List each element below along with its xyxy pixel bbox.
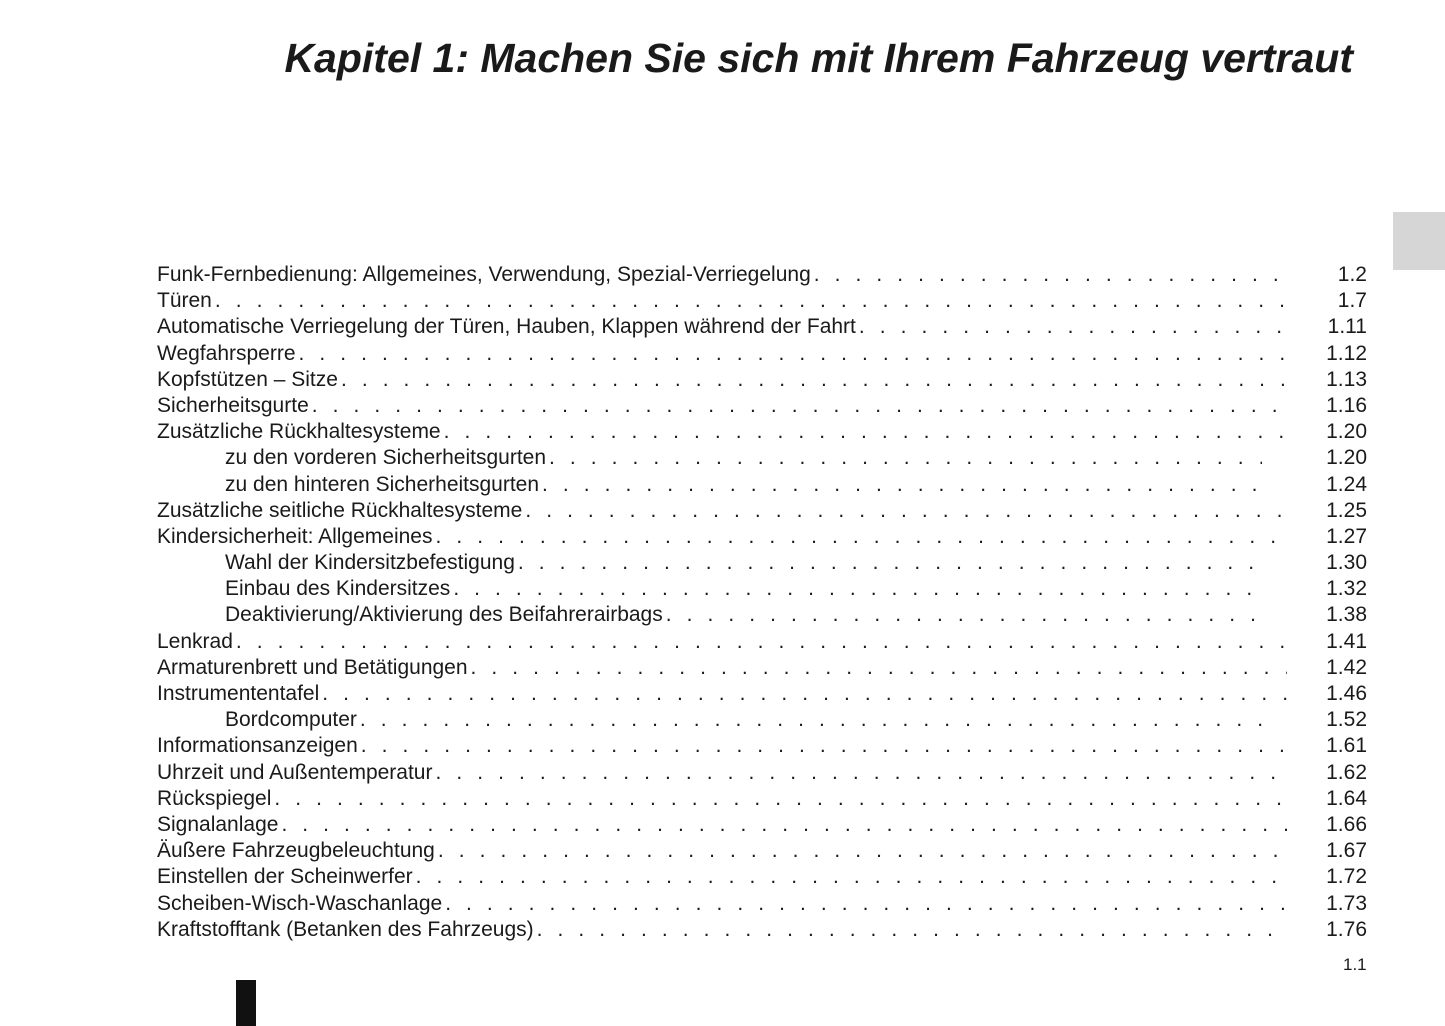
toc-entry-label: Wahl der Kindersitzbefestigung	[225, 551, 515, 575]
toc-entry-page: 1.52	[1326, 708, 1367, 732]
toc-entry[interactable]	[157, 917, 1367, 943]
dot-leader	[341, 367, 1287, 393]
toc-entry-page: 1.66	[1326, 812, 1367, 836]
toc-entry[interactable]	[157, 655, 1367, 681]
toc-entry-label: Sicherheitsgurte	[157, 393, 309, 417]
toc-entry-page: 1.25	[1326, 498, 1367, 522]
toc-entry-label: Bordcomputer	[225, 708, 357, 732]
toc-entry-page: 1.38	[1326, 603, 1367, 627]
toc-entry[interactable]	[157, 498, 1367, 524]
toc-entry[interactable]	[157, 812, 1367, 838]
toc-entry-page: 1.7	[1337, 289, 1367, 313]
toc-entry-label: zu den hinteren Sicherheitsgurten	[225, 472, 540, 496]
table-of-contents	[157, 262, 1367, 943]
toc-subentry[interactable]	[157, 602, 1367, 628]
toc-entry-page: 1.20	[1326, 446, 1367, 470]
dot-leader	[549, 445, 1262, 471]
toc-entry[interactable]	[157, 341, 1367, 367]
dot-leader	[438, 838, 1287, 864]
toc-entry-label: Kraftstofftank (Betanken des Fahrzeugs)	[157, 917, 534, 941]
toc-entry[interactable]	[157, 262, 1367, 288]
dot-leader	[542, 472, 1262, 498]
toc-entry[interactable]	[157, 786, 1367, 812]
dot-leader	[471, 655, 1287, 681]
toc-entry-label: Wegfahrsperre	[157, 341, 296, 365]
toc-entry[interactable]	[157, 314, 1367, 340]
toc-entry-page: 1.32	[1326, 577, 1367, 601]
dot-leader	[312, 393, 1287, 419]
toc-entry[interactable]	[157, 838, 1367, 864]
toc-entry-page: 1.62	[1326, 760, 1367, 784]
toc-subentry[interactable]	[157, 445, 1367, 471]
toc-entry[interactable]	[157, 733, 1367, 759]
dot-leader	[360, 707, 1262, 733]
toc-entry-label: Kopfstützen – Sitze	[157, 367, 338, 391]
dot-leader	[274, 786, 1287, 812]
toc-entry-label: Deaktivierung/Aktivierung des Beifahrerairbags	[225, 603, 663, 627]
toc-entry-page: 1.11	[1327, 315, 1367, 339]
toc-entry-page: 1.73	[1326, 891, 1367, 915]
toc-subentry[interactable]	[157, 576, 1367, 602]
toc-entry-page: 1.27	[1326, 524, 1367, 548]
toc-entry-label: Einstellen der Scheinwerfer	[157, 865, 413, 889]
toc-entry-label: Lenkrad	[157, 629, 233, 653]
dot-leader	[215, 288, 1287, 314]
toc-entry-page: 1.20	[1326, 420, 1367, 444]
chapter-tab	[1393, 212, 1445, 270]
toc-entry-label: Äußere Fahrzeugbeleuchtung	[157, 839, 435, 863]
dot-leader	[445, 891, 1287, 917]
toc-subentry[interactable]	[157, 472, 1367, 498]
edge-marker	[236, 980, 256, 1026]
toc-entry-label: Scheiben-Wisch-Waschanlage	[157, 891, 443, 915]
toc-entry[interactable]	[157, 367, 1367, 393]
dot-leader	[281, 812, 1287, 838]
toc-entry[interactable]	[157, 629, 1367, 655]
toc-entry[interactable]	[157, 288, 1367, 314]
dot-leader	[525, 498, 1287, 524]
dot-leader	[859, 314, 1287, 340]
toc-entry-page: 1.12	[1326, 341, 1367, 365]
toc-entry[interactable]	[157, 681, 1367, 707]
dot-leader	[416, 864, 1287, 890]
dot-leader	[444, 419, 1287, 445]
toc-subentry[interactable]	[157, 707, 1367, 733]
toc-subentry[interactable]	[157, 550, 1367, 576]
toc-entry-label: Signalanlage	[157, 812, 279, 836]
dot-leader	[361, 733, 1287, 759]
chapter-title: Kapitel 1: Machen Sie sich mit Ihrem Fahrzeug vertraut	[284, 35, 1353, 81]
dot-leader	[814, 262, 1287, 288]
toc-entry-label: Instrumententafel	[157, 682, 320, 705]
toc-entry-label: Türen	[157, 289, 212, 313]
dot-leader	[236, 629, 1287, 655]
dot-leader	[435, 524, 1287, 550]
dot-leader	[453, 576, 1262, 602]
toc-entry-label: Uhrzeit und Außentemperatur	[157, 760, 433, 784]
toc-entry-page: 1.24	[1326, 472, 1367, 496]
toc-entry-label: Funk-Fernbedienung: Allgemeines, Verwendung, Spezial-Verriegelung	[157, 263, 811, 286]
toc-entry[interactable]	[157, 760, 1367, 786]
toc-entry-page: 1.67	[1326, 839, 1367, 863]
toc-entry-page: 1.42	[1326, 655, 1367, 679]
toc-entry-page: 1.46	[1326, 682, 1367, 705]
toc-entry[interactable]	[157, 524, 1367, 550]
dot-leader	[537, 917, 1287, 943]
toc-entry-label: Automatische Verriegelung der Türen, Hauben, Klappen während der Fahrt	[157, 315, 856, 339]
toc-entry[interactable]	[157, 864, 1367, 890]
toc-entry-label: Einbau des Kindersitzes	[225, 577, 451, 601]
toc-entry-page: 1.41	[1326, 629, 1367, 653]
toc-entry-label: Rückspiegel	[157, 786, 272, 810]
toc-entry-label: Zusätzliche Rückhaltesysteme	[157, 420, 441, 444]
toc-entry[interactable]	[157, 419, 1367, 445]
toc-entry-page: 1.13	[1326, 367, 1367, 391]
toc-entry-label: Armaturenbrett und Betätigungen	[157, 655, 468, 679]
toc-entry-page: 1.64	[1326, 786, 1367, 810]
dot-leader	[299, 341, 1287, 367]
dot-leader	[322, 681, 1287, 707]
toc-entry[interactable]	[157, 891, 1367, 917]
toc-entry-page: 1.16	[1326, 393, 1367, 417]
toc-entry-page: 1.61	[1326, 734, 1367, 758]
toc-entry-label: Zusätzliche seitliche Rückhaltesysteme	[157, 498, 523, 522]
toc-entry-page: 1.2	[1337, 263, 1367, 286]
toc-entry-page: 1.72	[1326, 865, 1367, 889]
toc-entry[interactable]	[157, 393, 1367, 419]
dot-leader	[435, 760, 1287, 786]
toc-entry-label: Kindersicherheit: Allgemeines	[157, 524, 433, 548]
toc-entry-page: 1.30	[1326, 551, 1367, 575]
dot-leader	[518, 550, 1262, 576]
dot-leader	[666, 602, 1262, 628]
page-number: 1.1	[1343, 955, 1367, 974]
toc-entry-label: Informationsanzeigen	[157, 734, 358, 758]
toc-entry-label: zu den vorderen Sicherheitsgurten	[225, 446, 547, 470]
toc-entry-page: 1.76	[1326, 917, 1367, 941]
